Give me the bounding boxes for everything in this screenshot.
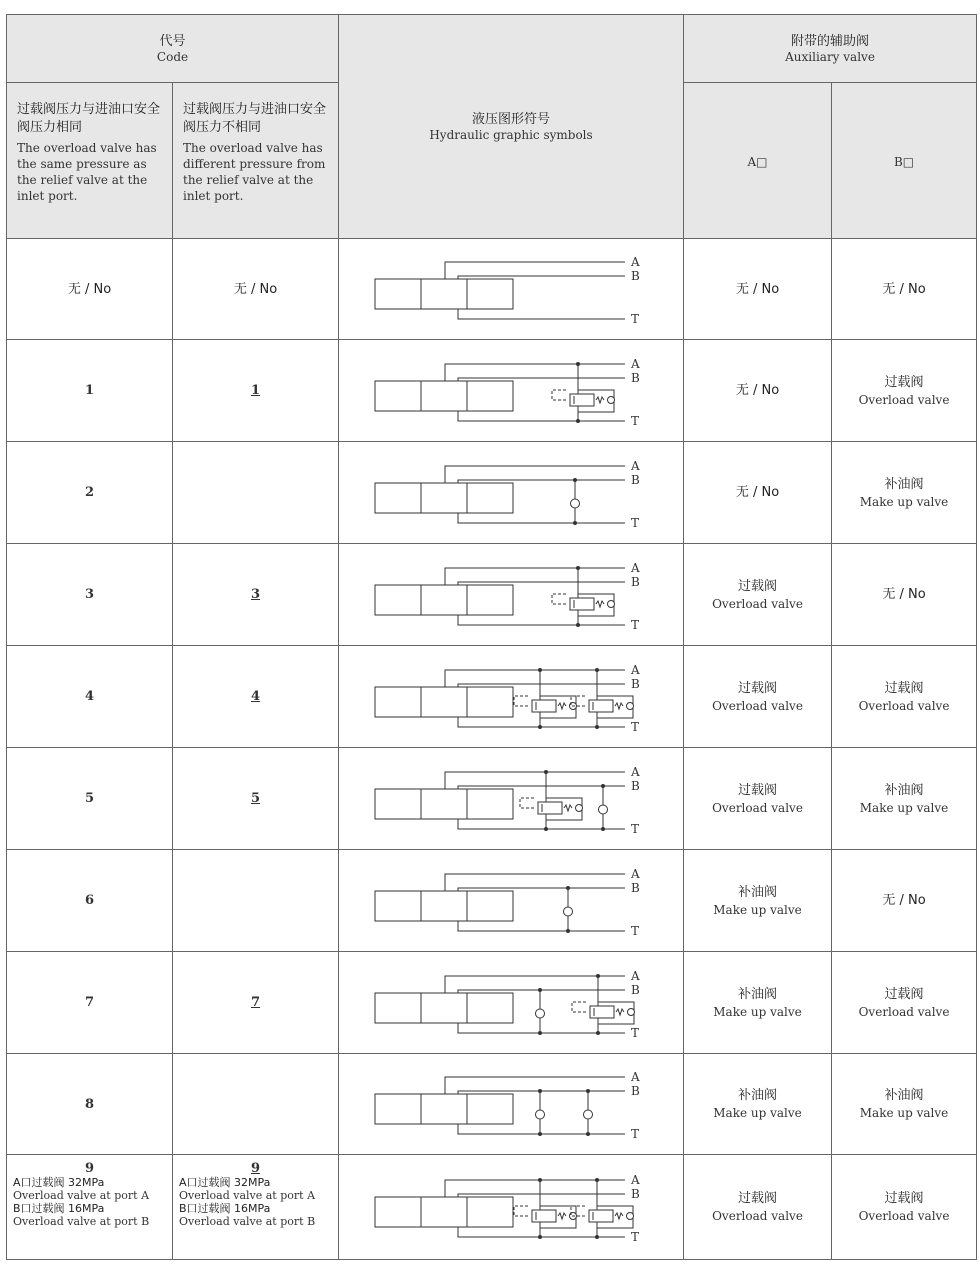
code-diff-cell xyxy=(173,1054,339,1155)
port-t-label: T xyxy=(631,312,640,326)
aux-a-cell-cn: 过载阀 xyxy=(738,1191,778,1206)
check-valve-icon xyxy=(599,805,608,814)
valve-square xyxy=(421,687,467,717)
aux-a-cell-cn: 过载阀 xyxy=(738,782,778,798)
port-b-label: B xyxy=(631,676,640,691)
aux-b-cell-cn: 过载阀 xyxy=(884,1191,924,1206)
check-valve-icon xyxy=(584,1110,593,1119)
valve-code-table xyxy=(6,14,977,1260)
junction-dot xyxy=(573,521,577,525)
diff-pressure-cn: 过载阀压力与进油口安全阀压力不相同 xyxy=(183,102,327,135)
valve-square xyxy=(467,789,513,819)
hydraulic-symbol xyxy=(341,1162,681,1252)
port-a-label: A xyxy=(631,356,640,371)
aux-a-cell-cn: 补油阀 xyxy=(738,884,778,900)
aux-a-cell-en: Make up valve xyxy=(713,1004,802,1019)
valve-square xyxy=(467,891,513,921)
note-line3: B口过载阀 16MPa xyxy=(13,1202,105,1215)
valve-square xyxy=(421,891,467,921)
same-pressure-cn: 过载阀压力与进油口安全阀压力相同 xyxy=(17,102,161,135)
junction-dot xyxy=(566,929,570,933)
valve-square xyxy=(467,381,513,411)
note-line2: Overload valve at port A xyxy=(13,1189,150,1202)
check-valve-icon xyxy=(608,396,615,403)
junction-dot xyxy=(576,362,580,366)
junction-dot xyxy=(576,419,580,423)
port-b-header xyxy=(832,83,977,239)
port-t-label: T xyxy=(631,617,640,632)
port-b-label: B xyxy=(631,1084,640,1098)
code-diff-value: 7 xyxy=(250,995,261,1010)
check-valve-icon xyxy=(576,804,583,811)
aux-b-cell-cn: 补油阀 xyxy=(884,1088,924,1103)
aux-b-cell-en: Overload valve xyxy=(858,698,950,713)
aux-b-cell xyxy=(832,544,977,646)
valve-square xyxy=(421,1094,467,1124)
aux-b-cell-cn: 过载阀 xyxy=(884,374,924,390)
aux-a-cell-en: Overload valve xyxy=(712,596,803,611)
code-same-cell xyxy=(7,952,173,1054)
pilot-line xyxy=(552,390,566,400)
diff-pressure-header xyxy=(173,83,339,239)
row9-note xyxy=(173,1176,338,1228)
aux-a-cell xyxy=(684,850,832,952)
code-diff-value: 4 xyxy=(250,689,261,704)
code-diff-value: 9 xyxy=(250,1161,261,1176)
valve-square xyxy=(375,687,421,717)
table-row xyxy=(7,952,977,1054)
aux-a-cell-cn: 补油阀 xyxy=(738,986,778,1002)
code-diff-value: 无 / No xyxy=(233,281,278,297)
valve-square xyxy=(467,1197,513,1227)
code-same-value: 4 xyxy=(84,689,95,704)
hydraulic-symbol-cell xyxy=(339,748,684,850)
valve-square xyxy=(467,483,513,513)
code-same-value: 6 xyxy=(84,893,95,908)
code-same-cell xyxy=(7,239,173,340)
check-valve-icon xyxy=(628,1008,635,1015)
table-row xyxy=(7,646,977,748)
junction-dot xyxy=(576,566,580,570)
note-line1: A口过载阀 32MPa xyxy=(179,1176,271,1189)
spring-icon xyxy=(596,601,604,607)
port-t-label: T xyxy=(631,515,640,530)
port-t-label: T xyxy=(631,1230,640,1244)
valve-square xyxy=(421,585,467,615)
aux-b-cell xyxy=(832,1155,977,1260)
code-diff-cell xyxy=(173,442,339,544)
port-a-label: A xyxy=(631,866,640,881)
junction-dot xyxy=(544,827,548,831)
code-same-value: 无 / No xyxy=(67,281,112,297)
hydraulic-symbol xyxy=(341,1059,681,1149)
aux-a-cell xyxy=(684,340,832,442)
junction-dot xyxy=(573,478,577,482)
valve-square xyxy=(375,1094,421,1124)
symbol-header xyxy=(339,15,684,239)
aux-b-cell xyxy=(832,340,977,442)
valve-square xyxy=(421,279,467,309)
code-same-value: 7 xyxy=(84,995,95,1010)
aux-b-cell-en: Overload valve xyxy=(858,392,950,407)
junction-dot xyxy=(544,770,548,774)
hydraulic-symbol-cell xyxy=(339,442,684,544)
port-a-label: A xyxy=(631,968,640,983)
row9-note xyxy=(7,1176,172,1228)
valve-square xyxy=(421,381,467,411)
same-pressure-en: The overload valve has the same pressure as the relief valve at the inlet port. xyxy=(17,141,157,203)
aux-b-cell-cn: 无 / No xyxy=(882,281,926,297)
port-b-label: B xyxy=(631,880,640,895)
valve-square xyxy=(421,1197,467,1227)
code-same-cell xyxy=(7,544,173,646)
aux-b-cell xyxy=(832,952,977,1054)
code-header-cn: 代号 xyxy=(159,33,186,49)
hydraulic-symbol-cell xyxy=(339,952,684,1054)
valve-square xyxy=(421,483,467,513)
pilot-line xyxy=(520,798,534,808)
hydraulic-symbol-cell xyxy=(339,544,684,646)
junction-dot xyxy=(576,623,580,627)
aux-b-cell xyxy=(832,748,977,850)
aux-a-cell-cn: 过载阀 xyxy=(738,680,778,696)
pilot-line xyxy=(572,1002,586,1012)
junction-dot xyxy=(595,725,599,729)
port-a-label: A xyxy=(631,458,640,473)
diff-pressure-en: The overload valve has different pressure from the relief valve at the inlet port. xyxy=(183,141,326,203)
code-diff-value: 5 xyxy=(250,791,261,806)
code-same-value: 3 xyxy=(84,587,95,602)
hydraulic-symbol xyxy=(341,550,681,640)
aux-b-cell xyxy=(832,646,977,748)
valve-square xyxy=(375,381,421,411)
junction-dot xyxy=(538,1235,542,1239)
code-header-en: Code xyxy=(156,49,189,64)
valve-square xyxy=(375,789,421,819)
aux-a-cell xyxy=(684,952,832,1054)
hydraulic-symbol xyxy=(341,754,681,844)
check-valve-icon xyxy=(536,1009,545,1018)
valve-square xyxy=(421,993,467,1023)
code-diff-cell xyxy=(173,850,339,952)
aux-b-cell-en: Overload valve xyxy=(858,1004,950,1019)
table-row xyxy=(7,1054,977,1155)
aux-a-cell xyxy=(684,646,832,748)
junction-dot xyxy=(596,974,600,978)
hydraulic-symbol xyxy=(341,244,681,334)
code-same-value: 1 xyxy=(84,383,95,398)
port-a-label: A xyxy=(631,255,640,269)
aux-b-cell-cn: 过载阀 xyxy=(884,680,924,696)
valve-square xyxy=(467,993,513,1023)
code-diff-cell xyxy=(173,748,339,850)
aux-b-cell-cn: 无 / No xyxy=(882,587,926,602)
port-t-line xyxy=(458,1124,625,1134)
note-line4: Overload valve at port B xyxy=(13,1215,150,1228)
port-b-label: B xyxy=(631,574,640,589)
pilot-line xyxy=(514,1206,528,1216)
junction-dot xyxy=(595,668,599,672)
aux-header-en: Auxiliary valve xyxy=(785,49,875,64)
table-row xyxy=(7,442,977,544)
code-same-cell xyxy=(7,646,173,748)
valve-square xyxy=(375,891,421,921)
valve-square xyxy=(467,1094,513,1124)
spring-icon xyxy=(564,805,572,811)
aux-header xyxy=(684,15,977,83)
code-same-value: 5 xyxy=(84,791,95,806)
junction-dot xyxy=(566,886,570,890)
port-b-label: B xyxy=(631,370,640,385)
junction-dot xyxy=(538,1178,542,1182)
port-b-label: B xyxy=(631,778,640,793)
port-a-label: A xyxy=(631,662,640,677)
table-row xyxy=(7,239,977,340)
port-t-line xyxy=(458,513,625,523)
junction-dot xyxy=(538,1031,542,1035)
hydraulic-symbol-cell xyxy=(339,340,684,442)
code-same-value: 9 xyxy=(84,1161,95,1176)
code-same-cell xyxy=(7,340,173,442)
symbol-header-cn: 液压图形符号 xyxy=(472,111,551,127)
code-diff-cell xyxy=(173,646,339,748)
check-valve-icon xyxy=(627,702,634,709)
note-line4: Overload valve at port B xyxy=(179,1215,316,1228)
junction-dot xyxy=(586,1132,590,1136)
junction-dot xyxy=(601,827,605,831)
code-diff-value: 3 xyxy=(250,587,261,602)
code-same-cell xyxy=(7,850,173,952)
aux-b-cell-en: Make up valve xyxy=(859,1106,949,1120)
aux-a-cell xyxy=(684,1155,832,1260)
spring-icon xyxy=(558,703,566,709)
valve-square xyxy=(375,1197,421,1227)
port-a-label: A xyxy=(631,764,640,779)
aux-a-cell-cn: 过载阀 xyxy=(738,578,778,594)
junction-dot xyxy=(538,725,542,729)
table-row xyxy=(7,1155,977,1260)
aux-a-cell-en: Overload valve xyxy=(712,800,803,815)
aux-b-cell-cn: 过载阀 xyxy=(884,986,924,1002)
spring-icon xyxy=(615,703,623,709)
spring-icon xyxy=(558,1213,566,1219)
aux-b-cell-en: Overload valve xyxy=(858,1209,950,1223)
port-b-label: B□ xyxy=(893,155,915,169)
pilot-line xyxy=(514,696,528,706)
hydraulic-symbol-cell xyxy=(339,646,684,748)
code-same-cell xyxy=(7,442,173,544)
aux-b-cell-cn: 补油阀 xyxy=(884,476,924,492)
code-same-cell xyxy=(7,1054,173,1155)
code-same-value: 2 xyxy=(84,485,95,500)
table-row xyxy=(7,748,977,850)
code-header xyxy=(7,15,339,83)
port-a-label: A xyxy=(631,1070,640,1084)
table-row xyxy=(7,544,977,646)
port-a-label: A xyxy=(631,1173,640,1187)
aux-b-cell xyxy=(832,1054,977,1155)
code-diff-cell xyxy=(173,239,339,340)
aux-a-cell-cn: 无 / No xyxy=(735,281,780,297)
hydraulic-symbol-cell xyxy=(339,850,684,952)
aux-b-cell-en: Make up valve xyxy=(859,494,949,509)
junction-dot xyxy=(601,784,605,788)
valve-square xyxy=(467,585,513,615)
valve-square xyxy=(375,279,421,309)
port-a-label: A□ xyxy=(747,155,768,169)
hydraulic-symbol xyxy=(341,346,681,436)
hydraulic-symbol-cell xyxy=(339,239,684,340)
hydraulic-symbol xyxy=(341,958,681,1048)
aux-a-cell xyxy=(684,1054,832,1155)
table-row xyxy=(7,850,977,952)
code-diff-cell xyxy=(173,1155,339,1260)
aux-a-cell-en: Overload valve xyxy=(712,698,803,713)
port-b-label: B xyxy=(631,1187,640,1201)
port-t-label: T xyxy=(631,413,640,428)
aux-a-cell-en: Make up valve xyxy=(713,902,802,917)
hydraulic-symbol xyxy=(341,448,681,538)
port-t-line xyxy=(458,819,625,829)
check-valve-icon xyxy=(571,499,580,508)
spring-icon xyxy=(596,397,604,403)
aux-b-cell xyxy=(832,850,977,952)
check-valve-icon xyxy=(627,1213,634,1220)
valve-square xyxy=(375,585,421,615)
code-diff-cell xyxy=(173,952,339,1054)
junction-dot xyxy=(538,668,542,672)
port-t-label: T xyxy=(631,923,640,938)
port-t-label: T xyxy=(631,719,640,734)
code-diff-value: 1 xyxy=(250,383,261,398)
aux-a-cell-en: Overload valve xyxy=(712,1209,803,1223)
junction-dot xyxy=(538,1132,542,1136)
check-valve-icon xyxy=(564,907,573,916)
aux-a-cell xyxy=(684,442,832,544)
port-t-line xyxy=(458,309,625,319)
aux-a-cell-en: Make up valve xyxy=(713,1106,802,1120)
aux-a-cell-cn: 补油阀 xyxy=(738,1088,778,1103)
port-a-header xyxy=(684,83,832,239)
aux-a-cell xyxy=(684,544,832,646)
port-b-label: B xyxy=(631,982,640,997)
hydraulic-symbol-cell xyxy=(339,1054,684,1155)
code-same-cell xyxy=(7,1155,173,1260)
check-valve-icon xyxy=(536,1110,545,1119)
junction-dot xyxy=(538,1089,542,1093)
valve-square xyxy=(375,483,421,513)
aux-header-cn: 附带的辅助阀 xyxy=(791,33,870,49)
hydraulic-symbol-cell xyxy=(339,1155,684,1260)
note-line1: A口过载阀 32MPa xyxy=(13,1176,105,1189)
port-t-line xyxy=(458,921,625,931)
junction-dot xyxy=(595,1178,599,1182)
aux-b-cell-cn: 无 / No xyxy=(882,893,926,908)
aux-b-cell xyxy=(832,442,977,544)
aux-a-cell xyxy=(684,239,832,340)
hydraulic-symbol xyxy=(341,856,681,946)
same-pressure-header xyxy=(7,83,173,239)
port-b-label: B xyxy=(631,472,640,487)
spring-icon xyxy=(615,1213,623,1219)
note-line2: Overload valve at port A xyxy=(179,1189,316,1202)
junction-dot xyxy=(596,1031,600,1035)
valve-square xyxy=(421,789,467,819)
hydraulic-symbol xyxy=(341,652,681,742)
port-t-label: T xyxy=(631,1025,640,1040)
aux-b-cell-cn: 补油阀 xyxy=(884,782,924,798)
junction-dot xyxy=(538,988,542,992)
port-t-label: T xyxy=(631,821,640,836)
table-row xyxy=(7,340,977,442)
valve-square xyxy=(375,993,421,1023)
code-same-cell xyxy=(7,748,173,850)
port-t-label: T xyxy=(631,1127,640,1141)
valve-square xyxy=(467,687,513,717)
port-b-label: B xyxy=(631,269,640,283)
spring-icon xyxy=(616,1009,624,1015)
aux-a-cell-cn: 无 / No xyxy=(735,383,780,398)
aux-b-cell-en: Make up valve xyxy=(859,800,949,815)
check-valve-icon xyxy=(608,600,615,607)
port-a-label: A xyxy=(631,560,640,575)
code-diff-cell xyxy=(173,340,339,442)
valve-square xyxy=(467,279,513,309)
symbol-header-en: Hydraulic graphic symbols xyxy=(429,127,593,142)
pilot-line xyxy=(552,594,566,604)
aux-a-cell xyxy=(684,748,832,850)
aux-b-cell xyxy=(832,239,977,340)
aux-a-cell-cn: 无 / No xyxy=(735,485,780,500)
junction-dot xyxy=(586,1089,590,1093)
code-diff-cell xyxy=(173,544,339,646)
code-same-value: 8 xyxy=(84,1096,95,1112)
note-line3: B口过载阀 16MPa xyxy=(179,1202,271,1215)
junction-dot xyxy=(595,1235,599,1239)
